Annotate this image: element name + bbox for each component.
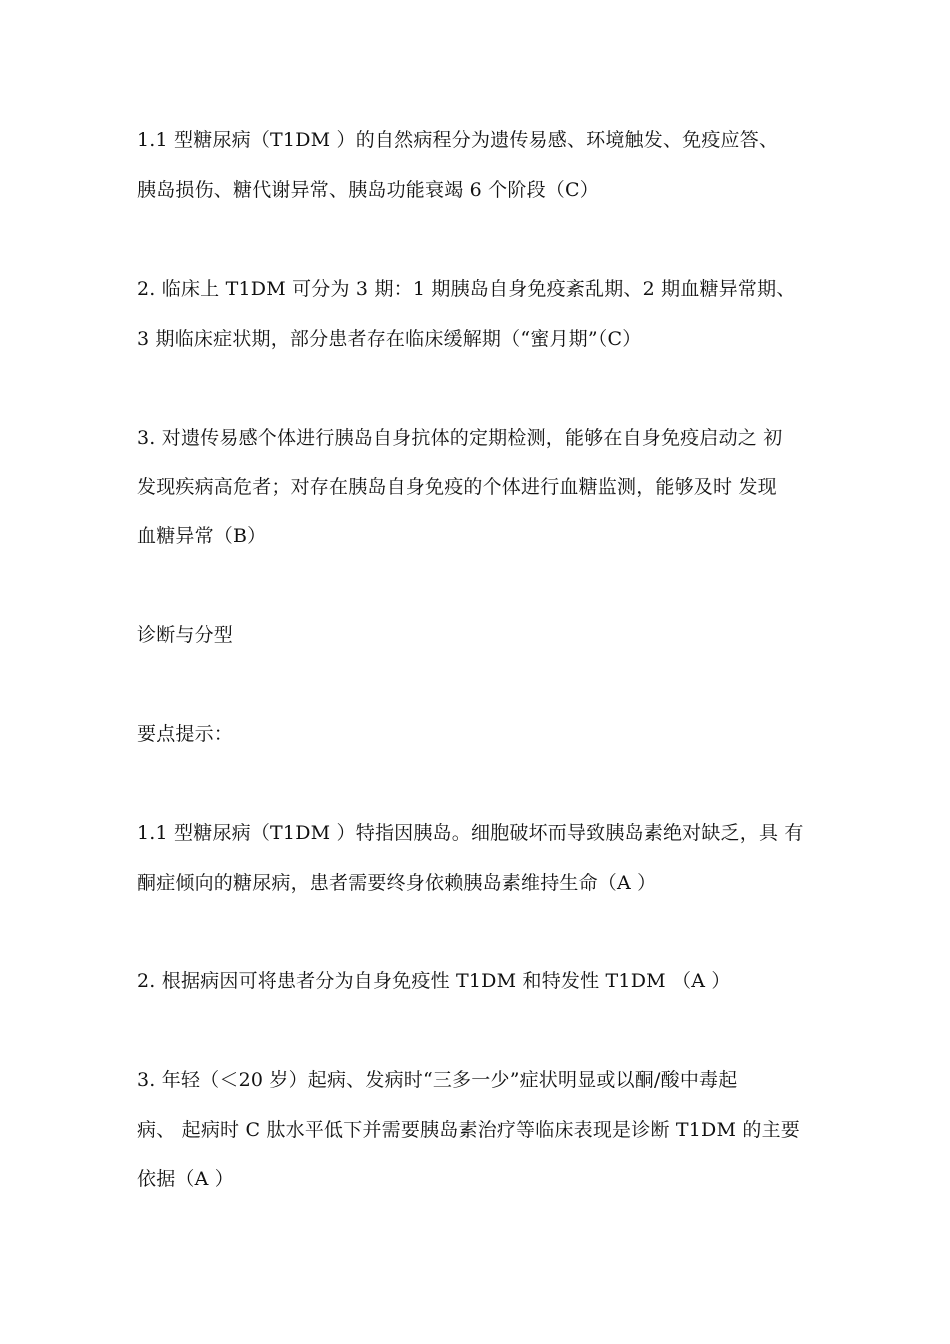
paragraph-line: 依据（A ）	[137, 1168, 234, 1190]
paragraph-line: 1.1 型糖尿病（T1DM ）的自然病程分为遗传易感、环境触发、免疫应答、	[137, 129, 779, 151]
section-heading: 诊断与分型	[137, 624, 234, 646]
paragraph-line: 病、 起病时 C 肽水平低下并需要胰岛素治疗等临床表现是诊断 T1DM 的主要	[137, 1119, 800, 1141]
paragraph-line: 3. 对遗传易感个体进行胰岛自身抗体的定期检测，能够在自身免疫启动之 初	[137, 427, 783, 449]
paragraph-line: 发现疾病高危者；对存在胰岛自身免疫的个体进行血糖监测，能够及时 发现	[137, 476, 777, 498]
paragraph-line: 血糖异常（B）	[137, 525, 267, 547]
paragraph-line: 2. 根据病因可将患者分为自身免疫性 T1DM 和特发性 T1DM （A ）	[137, 970, 731, 992]
key-points-label: 要点提示：	[137, 723, 234, 745]
paragraph-line: 3. 年轻（＜20 岁）起病、发病时“三多一少”症状明显或以酮/酸中毒起	[137, 1069, 738, 1091]
paragraph-line: 胰岛损伤、糖代谢异常、胰岛功能衰竭 6 个阶段（C）	[137, 179, 599, 201]
paragraph-line: 1.1 型糖尿病（T1DM ）特指因胰岛。细胞破坏而导致胰岛素绝对缺乏，具 有	[137, 822, 804, 844]
paragraph-line: 酮症倾向的糖尿病，患者需要终身依赖胰岛素维持生命（A ）	[137, 872, 657, 894]
paragraph-line: 3 期临床症状期，部分患者存在临床缓解期（“蜜月期”（C）	[137, 328, 642, 350]
paragraph-line: 2. 临床上 T1DM 可分为 3 期：1 期胰岛自身免疫紊乱期、2 期血糖异常期、	[137, 278, 796, 300]
